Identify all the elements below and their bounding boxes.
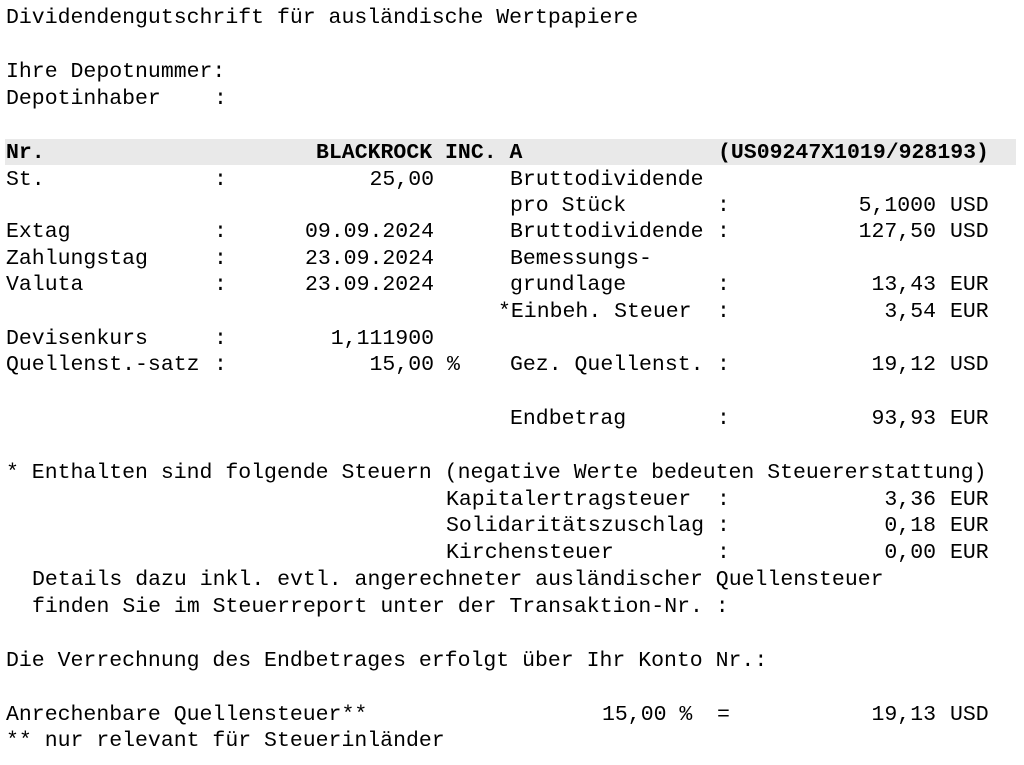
gross-per-share-value: 5,1000 <box>858 194 936 218</box>
value-date-label: Valuta <box>6 273 84 297</box>
wht-rate-separator: : <box>214 353 227 377</box>
value-date-value: 23.09.2024 <box>304 273 434 297</box>
footnote-line <box>6 728 1024 755</box>
document-title: Dividendengutschrift für ausländische Wertpapiere <box>6 6 639 30</box>
security-name: BLACKROCK INC. A <box>316 141 523 165</box>
depot-number-label: Ihre Depotnummer: <box>6 60 226 84</box>
wht-rate-unit: % <box>447 353 460 377</box>
tax-separator: : <box>717 488 730 512</box>
fx-rate-separator: : <box>214 327 227 351</box>
withheld-tax-separator: : <box>717 300 730 324</box>
tax-currency: EUR <box>950 541 989 565</box>
settlement-line <box>6 648 1024 675</box>
creditable-wht-rate: 15,00 % <box>602 703 693 727</box>
final-amount-label: Endbetrag <box>510 407 627 431</box>
wht-rate-label: Quellenst.-satz <box>6 353 200 377</box>
row-fx-rate <box>6 326 1024 353</box>
paid-wht-value: 19,12 <box>871 353 936 377</box>
gross-per-share-label-1: Bruttodividende <box>510 168 704 192</box>
row-pay-date <box>6 246 1024 273</box>
row-final-amount <box>6 406 1024 433</box>
withheld-tax-value: 3,54 <box>884 300 936 324</box>
depot-owner-separator: : <box>214 87 227 111</box>
title-line <box>6 5 1024 32</box>
footnote-text: ** nur relevant für Steuerinländer <box>6 729 445 753</box>
wht-rate-value: 15,00 <box>369 353 434 377</box>
tax-label: Kapitalertragsteuer <box>446 488 692 512</box>
row-wht-rate <box>6 352 1024 379</box>
tax-label: Kirchensteuer <box>446 541 614 565</box>
gross-total-value: 127,50 <box>858 220 936 244</box>
creditable-wht-equals: = <box>717 703 730 727</box>
taxes-intro: * Enthalten sind folgende Steuern (negative Werte bedeuten Steuererstattung) <box>6 461 987 485</box>
tax-label: Solidaritätszuschlag <box>446 514 705 538</box>
ex-date-value: 09.09.2024 <box>304 220 434 244</box>
gross-per-share-label-2: pro Stück <box>510 194 627 218</box>
tax-value: 3,36 <box>884 488 936 512</box>
value-date-separator: : <box>214 273 227 297</box>
paid-wht-separator: : <box>717 353 730 377</box>
gross-per-share-separator: : <box>717 194 730 218</box>
tax-separator: : <box>717 514 730 538</box>
tax-currency: EUR <box>950 514 989 538</box>
paid-wht-label: Gez. Quellenst. <box>510 353 704 377</box>
final-amount-separator: : <box>717 407 730 431</box>
gross-total-currency: USD <box>950 220 989 244</box>
tax-separator: : <box>717 541 730 565</box>
fx-rate-label: Devisenkurs <box>6 327 148 351</box>
depot-owner-label: Depotinhaber <box>6 87 161 111</box>
taxes-intro-line <box>6 460 1024 487</box>
paid-wht-currency: USD <box>950 353 989 377</box>
final-amount-currency: EUR <box>950 407 989 431</box>
shares-separator: : <box>214 168 227 192</box>
nr-label: Nr. <box>6 141 45 165</box>
details-text-2: finden Sie im Steuerreport unter der Transaktion-Nr. : <box>32 595 729 619</box>
security-header <box>6 140 1024 167</box>
creditable-wht-label: Anrechenbare Quellensteuer** <box>6 703 368 727</box>
gross-total-separator: : <box>717 220 730 244</box>
pay-date-separator: : <box>214 247 227 271</box>
basis-value: 13,43 <box>871 273 936 297</box>
basis-separator: : <box>717 273 730 297</box>
ex-date-separator: : <box>214 220 227 244</box>
row-value-date <box>6 272 1024 299</box>
tax-row <box>6 513 1024 540</box>
row-shares <box>6 167 1024 194</box>
shares-value: 25,00 <box>369 168 434 192</box>
pay-date-label: Zahlungstag <box>6 247 148 271</box>
row-gross-per-share <box>6 193 1024 220</box>
basis-currency: EUR <box>950 273 989 297</box>
creditable-wht-value: 19,13 <box>871 703 936 727</box>
withheld-tax-currency: EUR <box>950 300 989 324</box>
creditable-wht-line <box>6 702 1024 729</box>
security-id: (US09247X1019/928193) <box>718 141 989 165</box>
details-line-1 <box>6 567 1024 594</box>
tax-row <box>6 540 1024 567</box>
depot-number-line <box>6 59 1024 86</box>
basis-label-1: Bemessungs- <box>510 247 652 271</box>
basis-label-2: grundlage <box>510 273 627 297</box>
depot-owner-line <box>6 86 1024 113</box>
shares-label: St. <box>6 168 45 192</box>
settlement-text: Die Verrechnung des Endbetrages erfolgt über Ihr Konto Nr.: <box>6 649 768 673</box>
final-amount-value: 93,93 <box>871 407 936 431</box>
tax-currency: EUR <box>950 488 989 512</box>
withheld-tax-label: *Einbeh. Steuer <box>498 300 692 324</box>
gross-per-share-currency: USD <box>950 194 989 218</box>
row-withheld-tax <box>6 299 1024 326</box>
ex-date-label: Extag <box>6 220 71 244</box>
fx-rate-value: 1,111900 <box>330 327 434 351</box>
tax-value: 0,00 <box>884 541 936 565</box>
tax-row <box>6 487 1024 514</box>
gross-total-label: Bruttodividende <box>510 220 704 244</box>
details-text-1: Details dazu inkl. evtl. angerechneter ausländischer Quellensteuer <box>32 568 884 592</box>
creditable-wht-currency: USD <box>950 703 989 727</box>
tax-value: 0,18 <box>884 514 936 538</box>
pay-date-value: 23.09.2024 <box>304 247 434 271</box>
row-ex-date <box>6 219 1024 246</box>
details-line-2 <box>6 594 1024 621</box>
